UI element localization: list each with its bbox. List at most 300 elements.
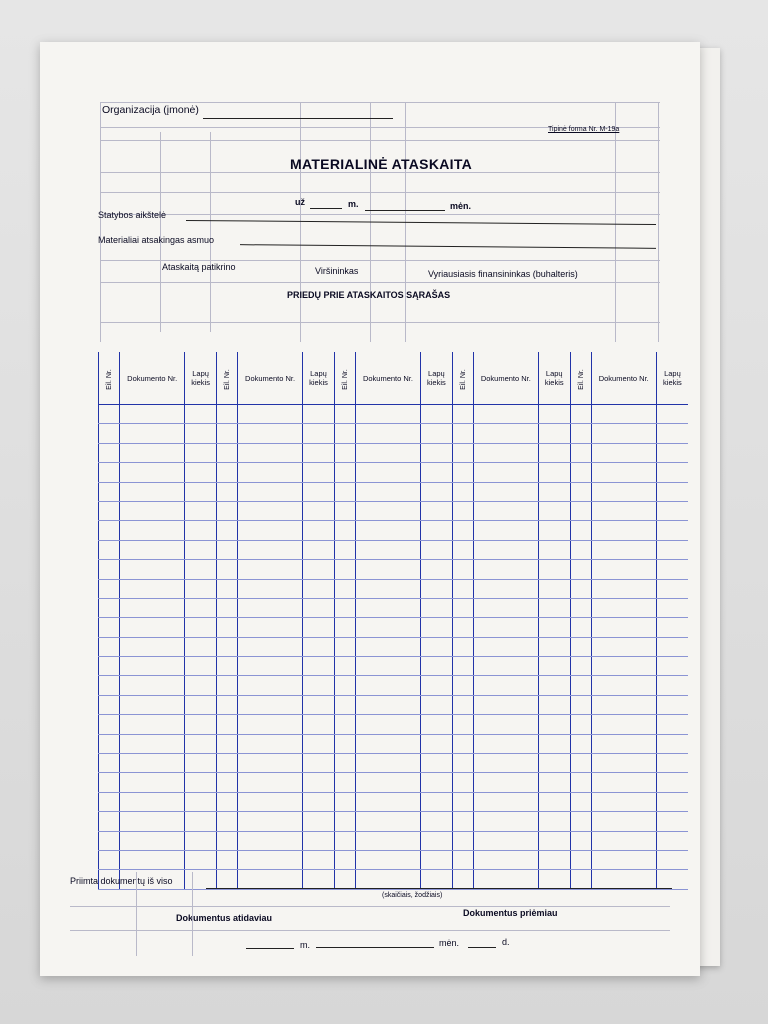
table-cell[interactable] — [656, 637, 688, 656]
table-cell[interactable] — [334, 521, 355, 540]
table-cell[interactable] — [452, 657, 473, 676]
received-field[interactable] — [206, 888, 672, 889]
table-cell[interactable] — [99, 715, 120, 734]
table-cell[interactable] — [421, 443, 453, 462]
table-cell[interactable] — [570, 792, 591, 811]
table-cell[interactable] — [120, 579, 185, 598]
table-cell[interactable] — [570, 657, 591, 676]
table-cell[interactable] — [216, 850, 237, 869]
table-cell[interactable] — [452, 715, 473, 734]
table-cell[interactable] — [120, 560, 185, 579]
table-cell[interactable] — [185, 598, 217, 617]
table-cell[interactable] — [237, 715, 302, 734]
table-cell[interactable] — [421, 521, 453, 540]
table-cell[interactable] — [334, 405, 355, 424]
table-cell[interactable] — [216, 812, 237, 831]
table-cell[interactable] — [185, 754, 217, 773]
table-cell[interactable] — [656, 773, 688, 792]
table-cell[interactable] — [120, 831, 185, 850]
table-cell[interactable] — [452, 754, 473, 773]
table-cell[interactable] — [473, 443, 538, 462]
table-cell[interactable] — [656, 579, 688, 598]
table-cell[interactable] — [570, 734, 591, 753]
table-cell[interactable] — [355, 521, 420, 540]
table-cell[interactable] — [452, 463, 473, 482]
table-cell[interactable] — [185, 773, 217, 792]
table-cell[interactable] — [656, 812, 688, 831]
table-cell[interactable] — [421, 501, 453, 520]
table-cell[interactable] — [355, 754, 420, 773]
table-cell[interactable] — [538, 482, 570, 501]
table-cell[interactable] — [355, 850, 420, 869]
table-cell[interactable] — [303, 501, 335, 520]
table-cell[interactable] — [185, 618, 217, 637]
table-cell[interactable] — [185, 501, 217, 520]
table-cell[interactable] — [421, 405, 453, 424]
table-cell[interactable] — [216, 657, 237, 676]
table-cell[interactable] — [473, 598, 538, 617]
table-cell[interactable] — [355, 482, 420, 501]
table-cell[interactable] — [591, 831, 656, 850]
table-cell[interactable] — [334, 715, 355, 734]
table-cell[interactable] — [452, 424, 473, 443]
table-cell[interactable] — [120, 657, 185, 676]
table-cell[interactable] — [656, 618, 688, 637]
table-cell[interactable] — [473, 754, 538, 773]
table-cell[interactable] — [421, 540, 453, 559]
table-cell[interactable] — [656, 850, 688, 869]
table-cell[interactable] — [355, 463, 420, 482]
table-cell[interactable] — [216, 773, 237, 792]
table-cell[interactable] — [452, 831, 473, 850]
table-cell[interactable] — [452, 812, 473, 831]
table-cell[interactable] — [99, 424, 120, 443]
table-cell[interactable] — [303, 870, 335, 889]
table-cell[interactable] — [421, 695, 453, 714]
table-cell[interactable] — [216, 598, 237, 617]
table-cell[interactable] — [237, 773, 302, 792]
table-cell[interactable] — [303, 695, 335, 714]
table-cell[interactable] — [570, 831, 591, 850]
table-cell[interactable] — [185, 424, 217, 443]
table-cell[interactable] — [355, 424, 420, 443]
table-cell[interactable] — [303, 754, 335, 773]
table-cell[interactable] — [591, 754, 656, 773]
table-cell[interactable] — [591, 443, 656, 462]
table-cell[interactable] — [421, 870, 453, 889]
table-cell[interactable] — [334, 424, 355, 443]
table-cell[interactable] — [656, 657, 688, 676]
table-cell[interactable] — [334, 695, 355, 714]
table-cell[interactable] — [538, 637, 570, 656]
table-cell[interactable] — [303, 637, 335, 656]
table-cell[interactable] — [421, 676, 453, 695]
table-cell[interactable] — [334, 560, 355, 579]
table-cell[interactable] — [452, 773, 473, 792]
table-cell[interactable] — [237, 540, 302, 559]
table-cell[interactable] — [237, 695, 302, 714]
table-cell[interactable] — [538, 405, 570, 424]
table-cell[interactable] — [473, 521, 538, 540]
table-cell[interactable] — [591, 657, 656, 676]
table-cell[interactable] — [237, 676, 302, 695]
table-cell[interactable] — [237, 812, 302, 831]
table-cell[interactable] — [591, 676, 656, 695]
table-cell[interactable] — [99, 598, 120, 617]
table-cell[interactable] — [216, 405, 237, 424]
table-cell[interactable] — [334, 463, 355, 482]
table-cell[interactable] — [120, 773, 185, 792]
table-cell[interactable] — [591, 424, 656, 443]
table-cell[interactable] — [538, 657, 570, 676]
table-cell[interactable] — [570, 560, 591, 579]
table-cell[interactable] — [452, 501, 473, 520]
table-cell[interactable] — [237, 501, 302, 520]
table-cell[interactable] — [591, 812, 656, 831]
table-cell[interactable] — [591, 695, 656, 714]
table-cell[interactable] — [452, 792, 473, 811]
table-cell[interactable] — [216, 618, 237, 637]
table-cell[interactable] — [120, 734, 185, 753]
table-cell[interactable] — [120, 405, 185, 424]
table-cell[interactable] — [216, 831, 237, 850]
table-cell[interactable] — [452, 734, 473, 753]
table-cell[interactable] — [591, 579, 656, 598]
table-cell[interactable] — [120, 637, 185, 656]
table-cell[interactable] — [216, 637, 237, 656]
table-cell[interactable] — [452, 850, 473, 869]
table-cell[interactable] — [237, 521, 302, 540]
table-cell[interactable] — [452, 540, 473, 559]
table-cell[interactable] — [237, 405, 302, 424]
table-cell[interactable] — [452, 870, 473, 889]
table-cell[interactable] — [421, 734, 453, 753]
table-cell[interactable] — [538, 424, 570, 443]
table-cell[interactable] — [538, 560, 570, 579]
table-cell[interactable] — [538, 618, 570, 637]
table-cell[interactable] — [334, 501, 355, 520]
table-cell[interactable] — [591, 405, 656, 424]
table-cell[interactable] — [237, 579, 302, 598]
table-cell[interactable] — [334, 812, 355, 831]
table-cell[interactable] — [216, 715, 237, 734]
table-cell[interactable] — [99, 754, 120, 773]
table-cell[interactable] — [99, 695, 120, 714]
table-cell[interactable] — [570, 773, 591, 792]
table-cell[interactable] — [656, 870, 688, 889]
table-cell[interactable] — [120, 695, 185, 714]
table-cell[interactable] — [99, 676, 120, 695]
table-cell[interactable] — [216, 521, 237, 540]
table-cell[interactable] — [538, 463, 570, 482]
footer-month-field[interactable] — [316, 947, 434, 948]
table-cell[interactable] — [334, 657, 355, 676]
table-cell[interactable] — [473, 715, 538, 734]
table-cell[interactable] — [334, 831, 355, 850]
table-cell[interactable] — [421, 579, 453, 598]
table-cell[interactable] — [99, 540, 120, 559]
table-cell[interactable] — [656, 560, 688, 579]
table-cell[interactable] — [421, 812, 453, 831]
table-cell[interactable] — [591, 560, 656, 579]
table-cell[interactable] — [656, 598, 688, 617]
table-cell[interactable] — [421, 831, 453, 850]
table-cell[interactable] — [570, 443, 591, 462]
table-cell[interactable] — [421, 637, 453, 656]
footer-day-field[interactable] — [468, 947, 496, 948]
table-cell[interactable] — [355, 637, 420, 656]
table-cell[interactable] — [421, 850, 453, 869]
table-cell[interactable] — [355, 734, 420, 753]
table-cell[interactable] — [591, 540, 656, 559]
table-cell[interactable] — [303, 482, 335, 501]
table-cell[interactable] — [237, 792, 302, 811]
table-cell[interactable] — [99, 579, 120, 598]
table-cell[interactable] — [99, 831, 120, 850]
table-cell[interactable] — [303, 443, 335, 462]
table-cell[interactable] — [185, 831, 217, 850]
table-cell[interactable] — [538, 850, 570, 869]
table-cell[interactable] — [237, 850, 302, 869]
table-cell[interactable] — [216, 579, 237, 598]
table-cell[interactable] — [570, 676, 591, 695]
table-cell[interactable] — [185, 463, 217, 482]
table-cell[interactable] — [237, 560, 302, 579]
table-cell[interactable] — [591, 598, 656, 617]
table-cell[interactable] — [120, 482, 185, 501]
table-cell[interactable] — [473, 657, 538, 676]
table-cell[interactable] — [120, 463, 185, 482]
table-cell[interactable] — [334, 579, 355, 598]
table-cell[interactable] — [570, 870, 591, 889]
table-cell[interactable] — [334, 676, 355, 695]
table-cell[interactable] — [237, 618, 302, 637]
table-cell[interactable] — [237, 831, 302, 850]
table-cell[interactable] — [99, 734, 120, 753]
table-cell[interactable] — [185, 695, 217, 714]
table-cell[interactable] — [120, 754, 185, 773]
table-cell[interactable] — [303, 579, 335, 598]
table-cell[interactable] — [185, 676, 217, 695]
table-cell[interactable] — [452, 695, 473, 714]
table-cell[interactable] — [99, 521, 120, 540]
table-cell[interactable] — [473, 870, 538, 889]
table-cell[interactable] — [334, 792, 355, 811]
table-cell[interactable] — [303, 812, 335, 831]
table-cell[interactable] — [120, 521, 185, 540]
table-cell[interactable] — [452, 637, 473, 656]
table-cell[interactable] — [216, 443, 237, 462]
table-cell[interactable] — [334, 540, 355, 559]
table-cell[interactable] — [185, 443, 217, 462]
table-cell[interactable] — [99, 812, 120, 831]
table-cell[interactable] — [570, 579, 591, 598]
table-cell[interactable] — [120, 598, 185, 617]
table-cell[interactable] — [473, 463, 538, 482]
table-cell[interactable] — [237, 463, 302, 482]
table-cell[interactable] — [99, 443, 120, 462]
table-cell[interactable] — [99, 482, 120, 501]
table-cell[interactable] — [538, 792, 570, 811]
table-cell[interactable] — [216, 734, 237, 753]
table-cell[interactable] — [421, 598, 453, 617]
table-cell[interactable] — [237, 443, 302, 462]
table-cell[interactable] — [570, 424, 591, 443]
table-cell[interactable] — [303, 463, 335, 482]
table-cell[interactable] — [473, 792, 538, 811]
period-year-field[interactable] — [310, 208, 342, 209]
table-cell[interactable] — [303, 424, 335, 443]
table-cell[interactable] — [538, 695, 570, 714]
responsible-field[interactable] — [240, 244, 656, 249]
table-cell[interactable] — [334, 870, 355, 889]
table-cell[interactable] — [334, 482, 355, 501]
table-cell[interactable] — [355, 618, 420, 637]
table-cell[interactable] — [591, 715, 656, 734]
table-cell[interactable] — [185, 850, 217, 869]
table-cell[interactable] — [538, 831, 570, 850]
table-cell[interactable] — [237, 482, 302, 501]
table-cell[interactable] — [473, 540, 538, 559]
table-cell[interactable] — [99, 850, 120, 869]
table-cell[interactable] — [591, 850, 656, 869]
table-cell[interactable] — [185, 482, 217, 501]
table-cell[interactable] — [656, 676, 688, 695]
table-cell[interactable] — [303, 734, 335, 753]
table-cell[interactable] — [538, 598, 570, 617]
table-cell[interactable] — [452, 579, 473, 598]
table-cell[interactable] — [216, 676, 237, 695]
table-cell[interactable] — [570, 812, 591, 831]
table-cell[interactable] — [99, 463, 120, 482]
table-cell[interactable] — [334, 637, 355, 656]
table-cell[interactable] — [99, 405, 120, 424]
table-cell[interactable] — [473, 831, 538, 850]
table-cell[interactable] — [237, 637, 302, 656]
table-cell[interactable] — [185, 657, 217, 676]
table-cell[interactable] — [334, 443, 355, 462]
table-cell[interactable] — [473, 482, 538, 501]
table-cell[interactable] — [452, 598, 473, 617]
table-cell[interactable] — [591, 792, 656, 811]
table-cell[interactable] — [120, 792, 185, 811]
table-cell[interactable] — [656, 754, 688, 773]
table-cell[interactable] — [591, 521, 656, 540]
table-cell[interactable] — [99, 657, 120, 676]
table-cell[interactable] — [99, 773, 120, 792]
table-cell[interactable] — [421, 482, 453, 501]
table-cell[interactable] — [656, 831, 688, 850]
table-cell[interactable] — [452, 521, 473, 540]
table-cell[interactable] — [473, 812, 538, 831]
table-cell[interactable] — [216, 424, 237, 443]
table-cell[interactable] — [216, 754, 237, 773]
table-cell[interactable] — [473, 850, 538, 869]
table-cell[interactable] — [355, 657, 420, 676]
table-cell[interactable] — [303, 850, 335, 869]
table-cell[interactable] — [656, 463, 688, 482]
table-cell[interactable] — [303, 521, 335, 540]
table-cell[interactable] — [538, 443, 570, 462]
organization-field[interactable] — [203, 118, 393, 119]
table-cell[interactable] — [656, 695, 688, 714]
period-month-field[interactable] — [365, 210, 445, 211]
table-cell[interactable] — [120, 676, 185, 695]
table-cell[interactable] — [656, 482, 688, 501]
table-cell[interactable] — [473, 405, 538, 424]
table-cell[interactable] — [120, 540, 185, 559]
table-cell[interactable] — [570, 695, 591, 714]
table-cell[interactable] — [99, 792, 120, 811]
table-cell[interactable] — [216, 501, 237, 520]
table-cell[interactable] — [355, 676, 420, 695]
table-cell[interactable] — [303, 560, 335, 579]
table-cell[interactable] — [570, 850, 591, 869]
table-cell[interactable] — [303, 676, 335, 695]
table-cell[interactable] — [473, 637, 538, 656]
table-cell[interactable] — [591, 637, 656, 656]
table-cell[interactable] — [421, 657, 453, 676]
table-cell[interactable] — [473, 773, 538, 792]
table-cell[interactable] — [538, 870, 570, 889]
table-cell[interactable] — [185, 405, 217, 424]
table-cell[interactable] — [570, 540, 591, 559]
table-cell[interactable] — [355, 831, 420, 850]
table-cell[interactable] — [216, 695, 237, 714]
table-cell[interactable] — [185, 734, 217, 753]
table-cell[interactable] — [303, 773, 335, 792]
table-cell[interactable] — [355, 870, 420, 889]
table-cell[interactable] — [99, 637, 120, 656]
table-cell[interactable] — [334, 754, 355, 773]
table-cell[interactable] — [656, 734, 688, 753]
table-cell[interactable] — [303, 792, 335, 811]
table-cell[interactable] — [656, 792, 688, 811]
table-cell[interactable] — [591, 870, 656, 889]
table-cell[interactable] — [99, 501, 120, 520]
table-cell[interactable] — [237, 598, 302, 617]
table-cell[interactable] — [303, 657, 335, 676]
footer-year-field[interactable] — [246, 948, 294, 949]
table-cell[interactable] — [334, 850, 355, 869]
table-cell[interactable] — [185, 579, 217, 598]
table-cell[interactable] — [570, 482, 591, 501]
table-cell[interactable] — [656, 501, 688, 520]
table-cell[interactable] — [355, 812, 420, 831]
table-cell[interactable] — [237, 734, 302, 753]
table-cell[interactable] — [421, 754, 453, 773]
table-cell[interactable] — [591, 501, 656, 520]
table-cell[interactable] — [216, 870, 237, 889]
table-cell[interactable] — [656, 521, 688, 540]
table-cell[interactable] — [237, 754, 302, 773]
table-cell[interactable] — [570, 501, 591, 520]
table-cell[interactable] — [120, 715, 185, 734]
table-cell[interactable] — [570, 754, 591, 773]
table-cell[interactable] — [355, 598, 420, 617]
table-cell[interactable] — [120, 424, 185, 443]
table-cell[interactable] — [237, 657, 302, 676]
table-cell[interactable] — [185, 715, 217, 734]
table-cell[interactable] — [656, 424, 688, 443]
table-cell[interactable] — [185, 812, 217, 831]
table-cell[interactable] — [355, 695, 420, 714]
table-cell[interactable] — [538, 540, 570, 559]
table-cell[interactable] — [538, 734, 570, 753]
table-cell[interactable] — [216, 463, 237, 482]
table-cell[interactable] — [656, 540, 688, 559]
table-cell[interactable] — [303, 618, 335, 637]
